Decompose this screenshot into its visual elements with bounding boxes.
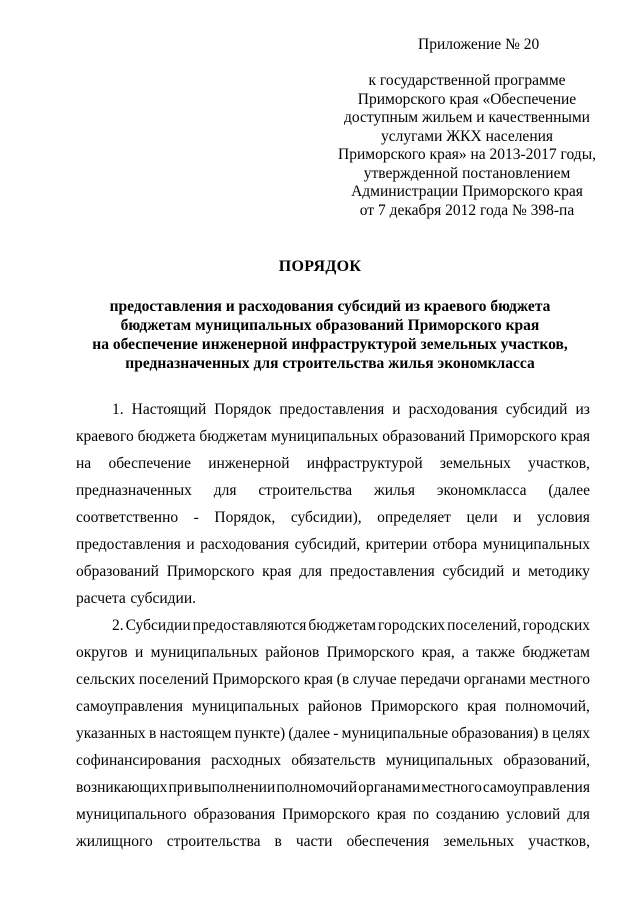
body-word: земельных bbox=[443, 833, 515, 850]
body-word: районов bbox=[307, 698, 362, 715]
body-word: при bbox=[168, 779, 193, 796]
body-word: пункте) bbox=[234, 725, 286, 742]
body-word: в bbox=[541, 725, 549, 742]
body-word: края bbox=[303, 671, 333, 688]
appendix-line: от 7 декабря 2012 года № 398-па bbox=[359, 201, 575, 219]
body-word: края bbox=[262, 563, 292, 580]
body-word: - bbox=[333, 725, 339, 742]
body-word: обязательств bbox=[291, 752, 376, 769]
body-word: бюджетам bbox=[522, 644, 590, 661]
body-word: методику bbox=[528, 563, 590, 580]
subtitle-line: бюджетам муниципальных образований Приморского края bbox=[120, 317, 540, 334]
body-line bbox=[76, 558, 590, 585]
body-word: и bbox=[512, 563, 521, 580]
body-word: целях bbox=[552, 725, 590, 742]
body-word: для bbox=[299, 563, 322, 580]
body-word: условий bbox=[506, 806, 561, 823]
body-word: края bbox=[467, 698, 497, 715]
appendix-line: Приморского края «Обеспечение bbox=[357, 90, 577, 108]
body-word: Приморского bbox=[212, 671, 301, 688]
body-word: условия bbox=[537, 509, 590, 526]
body-word: поселений bbox=[138, 671, 209, 688]
appendix-line: Приморского края» на 2013-2017 годы, bbox=[338, 146, 596, 163]
body-word: участков, bbox=[528, 455, 590, 472]
appendix-reference bbox=[316, 72, 618, 220]
body-word: также bbox=[476, 644, 516, 661]
body-word: муниципальных bbox=[270, 428, 379, 445]
body-word: - bbox=[193, 509, 199, 526]
body-line bbox=[76, 612, 590, 639]
body-word: субсидии), bbox=[290, 509, 362, 526]
body-word: в bbox=[274, 833, 282, 850]
body-word: бюджетам bbox=[199, 428, 268, 445]
body-word: земельных bbox=[439, 455, 511, 472]
body-word: случае bbox=[352, 671, 397, 688]
body-word: субсидии. bbox=[130, 590, 196, 607]
appendix-line: доступным жильем и качественными bbox=[344, 109, 590, 126]
subtitle-line: на обеспечение инженерной инфраструктурой земельных участков, bbox=[92, 336, 568, 353]
body-word: самоуправления bbox=[76, 698, 184, 715]
body-word: инфраструктурой bbox=[306, 455, 423, 472]
body-word: предоставления bbox=[279, 401, 385, 418]
body-line bbox=[76, 585, 590, 612]
body-word: (далее bbox=[548, 482, 590, 499]
body-word: а bbox=[462, 644, 469, 661]
body-line bbox=[76, 450, 590, 477]
body-word: 1. bbox=[112, 401, 124, 418]
body-word: расходования bbox=[408, 401, 498, 418]
body-line bbox=[76, 423, 590, 450]
body-line bbox=[76, 639, 590, 666]
body-word: Приморского bbox=[326, 644, 415, 661]
body-word: образований, bbox=[503, 752, 590, 769]
body-line bbox=[76, 693, 590, 720]
body-word: передачи bbox=[400, 671, 461, 688]
body-word: предоставляются bbox=[192, 617, 307, 634]
body-word: строительства bbox=[258, 482, 353, 499]
body-word: сельских bbox=[76, 671, 136, 688]
body-word: Порядок bbox=[214, 401, 272, 418]
body-word: для bbox=[213, 482, 237, 499]
body-word: образований bbox=[382, 428, 466, 445]
body-line bbox=[76, 801, 590, 828]
body-word: муниципальных bbox=[482, 536, 590, 553]
body-word: края bbox=[376, 806, 407, 823]
body-word: городских bbox=[378, 617, 446, 634]
body-word: муниципальные bbox=[341, 725, 449, 742]
appendix-line: услугами ЖКХ населения bbox=[380, 127, 554, 145]
document-title: ПОРЯДОК bbox=[278, 258, 362, 275]
body-word: для bbox=[567, 806, 590, 823]
body-word: городских bbox=[522, 617, 590, 634]
body-word: органами bbox=[358, 779, 421, 796]
body-word: возникающих bbox=[76, 779, 168, 796]
body-word: Приморского bbox=[282, 806, 370, 823]
body-word: по bbox=[412, 806, 430, 823]
body-word: расчета bbox=[76, 590, 126, 607]
body-word: из bbox=[575, 401, 590, 418]
body-word: Приморского bbox=[469, 428, 557, 445]
body-word: расходования bbox=[200, 536, 290, 553]
body-word: экономкласса bbox=[436, 482, 527, 499]
appendix-title: Приложение № 20 bbox=[418, 36, 540, 53]
body-word: Приморского bbox=[370, 698, 459, 715]
body-word: местного bbox=[529, 671, 590, 688]
body-line bbox=[76, 396, 590, 423]
body-line bbox=[76, 747, 590, 774]
body-word: участков, bbox=[528, 833, 590, 850]
body-line bbox=[76, 828, 590, 855]
body-word: жилья bbox=[374, 482, 415, 499]
body-word: выполнении bbox=[193, 779, 276, 796]
body-word: созданию bbox=[435, 806, 500, 823]
body-word: субсидий bbox=[442, 563, 505, 580]
appendix-line: утвержденной постановлением bbox=[363, 164, 571, 182]
document-subtitle bbox=[80, 297, 580, 373]
body-word: и bbox=[186, 536, 195, 553]
body-word: края bbox=[560, 428, 590, 445]
body-word: муниципальных bbox=[150, 644, 258, 661]
body-word: полномочий bbox=[276, 779, 358, 796]
subtitle-line: предназначенных для строительства жилья экономкласса bbox=[125, 355, 535, 372]
body-word: края, bbox=[421, 644, 455, 661]
body-word: (далее bbox=[288, 725, 330, 742]
body-word: предоставления bbox=[76, 536, 181, 553]
body-word: бюджета bbox=[137, 428, 196, 445]
body-word: краевого bbox=[76, 428, 134, 445]
body-word: образований bbox=[76, 563, 159, 580]
body-word: критерии bbox=[365, 536, 428, 553]
body-word: и bbox=[392, 401, 401, 418]
body-word: настоящем bbox=[159, 725, 232, 742]
body-word: строительства bbox=[166, 833, 261, 850]
body-word: предоставления bbox=[329, 563, 435, 580]
body-line bbox=[76, 720, 590, 747]
body-word: районов bbox=[265, 644, 320, 661]
body-word: софинансирования bbox=[76, 752, 201, 769]
body-line bbox=[76, 774, 590, 801]
body-line bbox=[76, 504, 590, 531]
body-word: жилищного bbox=[76, 833, 153, 850]
body-word: части bbox=[295, 833, 333, 850]
body-word: расходных bbox=[210, 752, 282, 769]
body-word: на bbox=[76, 455, 92, 472]
body-word: поселений, bbox=[447, 617, 521, 634]
body-line bbox=[76, 477, 590, 504]
body-text bbox=[76, 396, 590, 855]
body-word: муниципальных bbox=[385, 752, 494, 769]
body-word: полномочий, bbox=[505, 698, 590, 715]
body-line bbox=[76, 531, 590, 558]
body-word: обеспечение bbox=[108, 455, 191, 472]
body-word: образования) bbox=[451, 725, 539, 742]
body-word: органами bbox=[463, 671, 526, 688]
body-line bbox=[76, 666, 590, 693]
body-word: Приморского bbox=[166, 563, 255, 580]
body-word: муниципального bbox=[76, 806, 187, 823]
body-word: образования bbox=[193, 806, 276, 823]
body-word: Порядок, bbox=[214, 509, 276, 526]
body-word: обеспечения bbox=[346, 833, 430, 850]
subtitle-line: предоставления и расходования субсидий из краевого бюджета bbox=[109, 298, 551, 315]
body-word: в bbox=[148, 725, 157, 742]
body-word: определяет bbox=[377, 509, 451, 526]
body-word: местного bbox=[421, 779, 482, 796]
body-word: Настоящий bbox=[131, 401, 207, 418]
body-word: отбора bbox=[432, 536, 478, 553]
body-word: бюджетам bbox=[308, 617, 377, 634]
body-word: и bbox=[134, 644, 144, 661]
body-word: самоуправления bbox=[482, 779, 590, 796]
body-word: Субсидии bbox=[125, 617, 191, 634]
body-word: соответственно bbox=[76, 509, 179, 526]
body-word: и bbox=[513, 509, 522, 526]
appendix-line: Администрации Приморского края bbox=[351, 183, 583, 200]
appendix-line: к государственной программе bbox=[368, 72, 566, 89]
body-word: округов bbox=[76, 644, 128, 661]
body-word: субсидий bbox=[505, 401, 568, 418]
body-word: муниципальных bbox=[191, 698, 300, 715]
body-word: инженерной bbox=[208, 455, 290, 472]
body-word: субсидий, bbox=[294, 536, 361, 553]
body-word: 2. bbox=[112, 617, 124, 634]
body-word: указанных bbox=[76, 725, 146, 742]
body-word: цели bbox=[466, 509, 498, 526]
body-word: предназначенных bbox=[76, 482, 192, 499]
body-word: (в bbox=[336, 671, 350, 688]
